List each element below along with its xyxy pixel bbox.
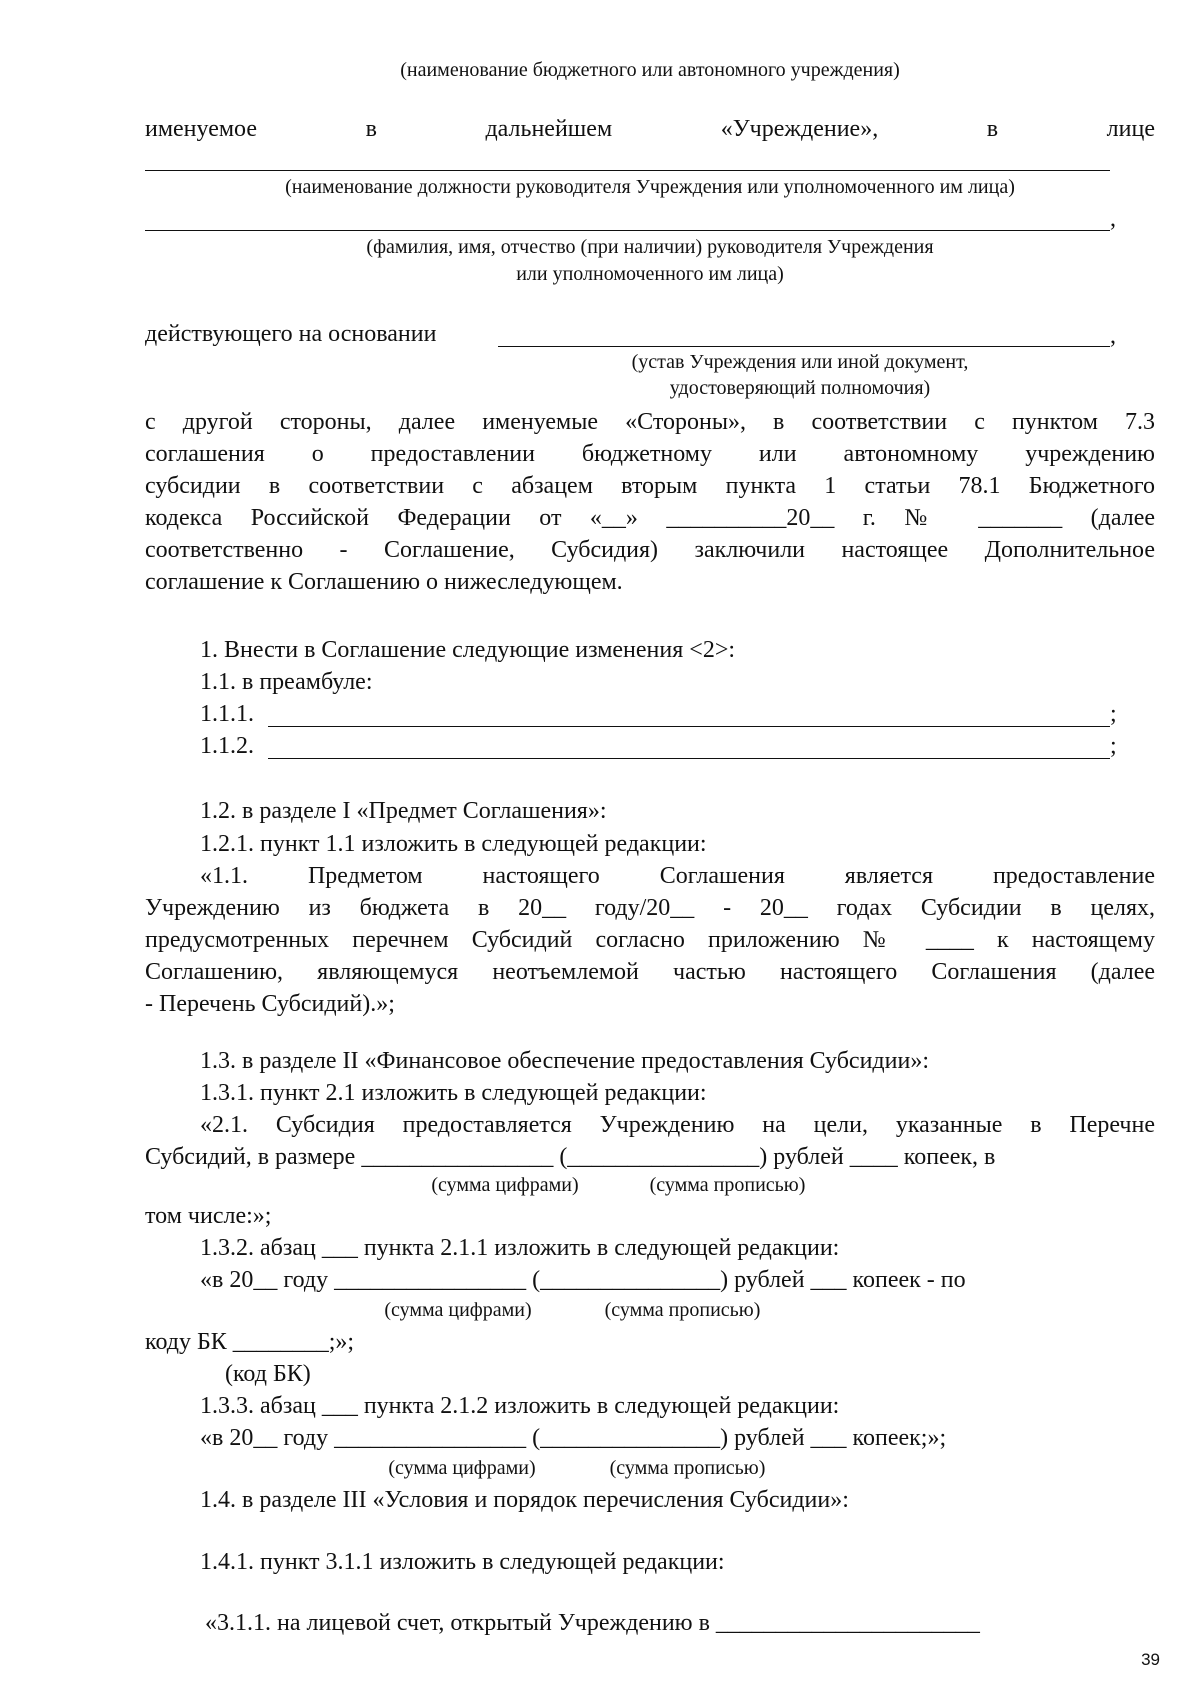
clause-line: Учреждению из бюджета в 20__ году/20__ - 20__ годах Субсидии в целях,: [145, 895, 1155, 921]
caption-kbk: (код БК): [225, 1361, 311, 1387]
item-1-3-2: 1.3.2. абзац ___ пункта 2.1.1 изложить в следующей редакции:: [200, 1235, 840, 1261]
caption-sum-words: (сумма прописью): [609, 1457, 766, 1479]
preamble-line: с другой стороны, далее именуемые «Стороны», в соответствии с пунктом 7.3: [145, 409, 1155, 435]
preamble-paragraph: [145, 406, 1155, 598]
caption-institution: (наименование бюджетного или автономного учреждения): [400, 59, 900, 81]
named-row: именуемое в дальнейшем «Учреждение», в лице: [145, 116, 1155, 142]
preamble-line: соглашение к Соглашению о нижеследующем.: [145, 569, 623, 595]
basis-blank: [498, 346, 1110, 347]
preamble-line: субсидии в соответствии с абзацем вторым пункта 1 статьи 78.1 Бюджетного: [145, 473, 1155, 499]
clause-line: предусмотренных перечнем Субсидий согласно приложению № ____ к настоящему: [145, 927, 1155, 953]
clause-line: «1.1. Предметом настоящего Соглашения является предоставление: [200, 863, 1155, 889]
comma: ,: [1110, 206, 1116, 232]
caption-basis-1: (устав Учреждения или иной документ,: [631, 351, 969, 373]
semicolon: ;: [1110, 701, 1117, 727]
item-1-2: 1.2. в разделе I «Предмет Соглашения»:: [200, 798, 607, 824]
caption-sum-digits: (сумма цифрами): [384, 1299, 532, 1321]
clause-line: - Перечень Субсидий).»;: [145, 991, 395, 1017]
fio-blank: [145, 230, 1110, 231]
item-1-2-1: 1.2.1. пункт 1.1 изложить в следующей редакции:: [200, 831, 707, 857]
caption-sum-digits: (сумма цифрами): [431, 1174, 579, 1196]
item-1-1-1-blank: [268, 726, 1110, 727]
semicolon: ;: [1110, 733, 1117, 759]
clause-line: «в 20__ году ________________ (_______________) рублей ___ копеек;»;: [200, 1425, 947, 1451]
caption-fio-1: (фамилия, имя, отчество (при наличии) руководителя Учреждения: [366, 236, 934, 258]
clause-line: «в 20__ году ________________ (_______________) рублей ___ копеек - по: [200, 1267, 966, 1293]
item-1-1-1: 1.1.1.: [200, 701, 254, 727]
caption-position: (наименование должности руководителя Учреждения или уполномоченного им лица): [285, 176, 1015, 198]
clause-line: том числе:»;: [145, 1203, 272, 1229]
item-1-1-2-blank: [268, 758, 1110, 759]
item-1-4: 1.4. в разделе III «Условия и порядок перечисления Субсидии»:: [200, 1487, 849, 1513]
caption-sum-words: (сумма прописью): [649, 1174, 806, 1196]
item-1: 1. Внести в Соглашение следующие изменения <2>:: [200, 637, 736, 663]
clause-line: Субсидий, в размере ________________ (________________) рублей ____ копеек, в: [145, 1144, 996, 1170]
page-number: 39: [1141, 1650, 1160, 1669]
caption-basis-2: удостоверяющий полномочия): [669, 377, 931, 399]
clause-line: «2.1. Субсидия предоставляется Учреждению на цели, указанные в Перечне: [200, 1112, 1155, 1138]
item-1-3-1: 1.3.1. пункт 2.1 изложить в следующей редакции:: [200, 1080, 707, 1106]
item-1-1: 1.1. в преамбуле:: [200, 669, 373, 695]
acting-label: действующего на основании: [145, 321, 437, 347]
clause-1-1-paragraph: [145, 860, 1155, 1020]
preamble-line: соглашения о предоставлении бюджетному или автономному учреждению: [145, 441, 1155, 467]
item-1-3: 1.3. в разделе II «Финансовое обеспечение предоставления Субсидии»:: [200, 1048, 929, 1074]
comma: ,: [1110, 323, 1116, 349]
preamble-line: соответственно - Соглашение, Субсидия) заключили настоящее Дополнительное: [145, 537, 1155, 563]
clause-line: Соглашению, являющемуся неотъемлемой частью настоящего Соглашения (далее: [145, 959, 1155, 985]
item-1-3-3: 1.3.3. абзац ___ пункта 2.1.2 изложить в следующей редакции:: [200, 1393, 840, 1419]
clause-line: «3.1.1. на лицевой счет, открытый Учреждению в ______________________: [205, 1610, 980, 1636]
caption-sum-words: (сумма прописью): [604, 1299, 761, 1321]
item-1-4-1: 1.4.1. пункт 3.1.1 изложить в следующей редакции:: [200, 1549, 725, 1575]
clause-line: коду БК ________;»;: [145, 1329, 355, 1355]
caption-sum-digits: (сумма цифрами): [388, 1457, 536, 1479]
preamble-line: кодекса Российской Федерации от «__» __________20__ г. № _______ (далее: [145, 505, 1155, 531]
item-1-1-2: 1.1.2.: [200, 733, 254, 759]
clause-2-1-paragraph: [145, 1109, 1155, 1173]
position-blank: [145, 170, 1110, 171]
caption-fio-2: или уполномоченного им лица): [516, 263, 784, 285]
